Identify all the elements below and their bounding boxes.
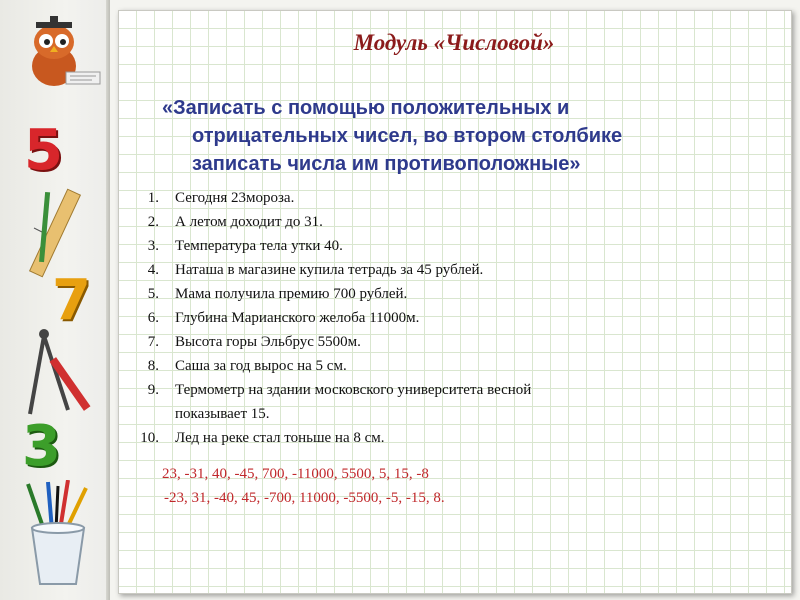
item-number: 10. [140,430,159,446]
owl-icon [14,14,104,94]
item-number [130,402,175,426]
item-text: Наташа в магазине купила тетрадь за 45 рублей. [175,262,484,278]
digit-three-decoration: 3 [22,414,61,479]
task-statement [162,94,722,178]
list-item [130,258,690,282]
item-number: 7. [147,334,159,350]
item-number: 4. [147,262,159,278]
item-text: Глубина Марианского желоба 11000м. [175,310,420,326]
item-text: Высота горы Эльбрус 5500м. [175,334,361,350]
list-item [130,330,690,354]
digit-five-decoration: 5 [24,118,63,183]
item-text: Саша за год вырос на 5 см. [175,358,347,374]
item-text: Термометр на здании московского университета весной [175,382,532,398]
page-title: Модуль «Числовой» [353,30,555,55]
list-item-continuation [130,402,690,426]
list-item [130,378,690,402]
list-item [130,426,690,450]
list-item [130,354,690,378]
task-line: записать числа им противоположные» [192,153,581,175]
list-item [130,210,690,234]
list-item [130,186,690,210]
numbered-list [130,186,690,450]
item-number: 3. [147,238,159,254]
item-number: 6. [147,310,159,326]
item-number: 5. [147,286,159,302]
answers-block [162,462,722,510]
list-item [130,234,690,258]
list-item [130,306,690,330]
strip-edge [106,0,110,600]
list-item [130,282,690,306]
compass-icon [16,324,102,424]
digit-seven-decoration: 7 [52,268,91,333]
item-number: 1. [147,190,159,206]
item-text: Температура тела утки 40. [175,238,343,254]
task-line: отрицательных чисел, во втором столбике [192,125,623,147]
item-text: Мама получила премию 700 рублей. [175,286,408,302]
answers-line-opposite: -23, 31, -40, 45, -700, 11000, -5500, -5, -15, 8. [164,490,445,506]
task-line: «Записать с помощью положительных и [162,97,570,119]
item-text: А летом доходит до 31. [175,214,323,230]
answers-line-first: 23, -31, 40, -45, 700, -11000, 5500, 5, 15, -8 [162,466,429,482]
item-number: 2. [147,214,159,230]
item-number: 8. [147,358,159,374]
item-text: показывает 15. [175,406,270,422]
pencil-cup-icon [14,480,100,590]
item-text: Сегодня 23мороза. [175,190,295,206]
ruler-pencil-icon [14,188,100,278]
item-text: Лед на реке стал тоньше на 8 см. [175,430,385,446]
item-number: 9. [147,382,159,398]
